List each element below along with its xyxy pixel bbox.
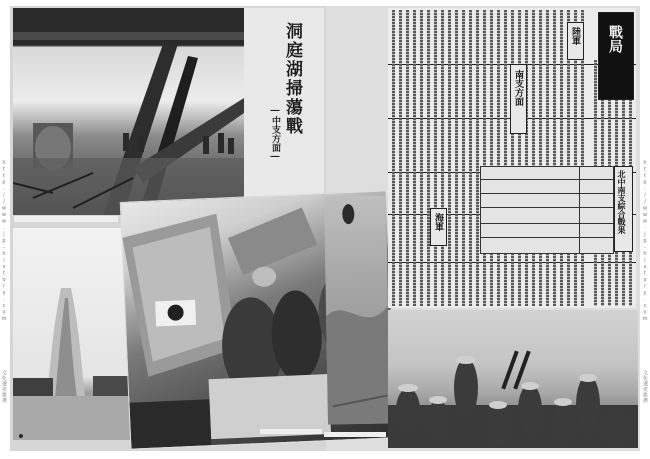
combined-results-label: 北中南支綜合戰果 — [617, 170, 627, 234]
navy-label: 海軍 — [433, 213, 443, 231]
left-side-mark: 文化遺產維護 — [1, 370, 7, 403]
soldiers-boat-photo — [388, 310, 638, 448]
south-china-label: 南支方面 — [513, 70, 523, 106]
title-panel — [244, 8, 324, 208]
section-heading-box — [598, 12, 634, 100]
ruins-photo — [13, 8, 244, 215]
army-label-box — [567, 22, 584, 60]
deck-caption-2 — [324, 432, 386, 437]
results-table — [480, 166, 614, 254]
navy-label-box — [430, 208, 447, 246]
left-side-url: http://www.jp-history.com — [1, 160, 7, 323]
page-number: 8 — [19, 434, 22, 439]
explosion-photo — [13, 228, 139, 440]
right-side-mark: 文化遺產維護 — [642, 370, 648, 403]
smoke-photo — [324, 195, 390, 424]
ruins-caption — [14, 216, 118, 222]
south-china-label-box — [510, 64, 527, 134]
combined-results-label-box — [614, 166, 633, 252]
section-heading: 戰局 — [607, 25, 623, 53]
article-subtitle: ―中支方面― — [270, 106, 280, 162]
army-label: 陸軍 — [570, 27, 580, 45]
article-title: 洞庭湖掃蕩戰 — [282, 22, 302, 136]
body-text-columns — [390, 10, 590, 306]
deck-caption-1 — [260, 429, 322, 434]
right-side-url: http://www.jp-history.com — [642, 160, 648, 323]
